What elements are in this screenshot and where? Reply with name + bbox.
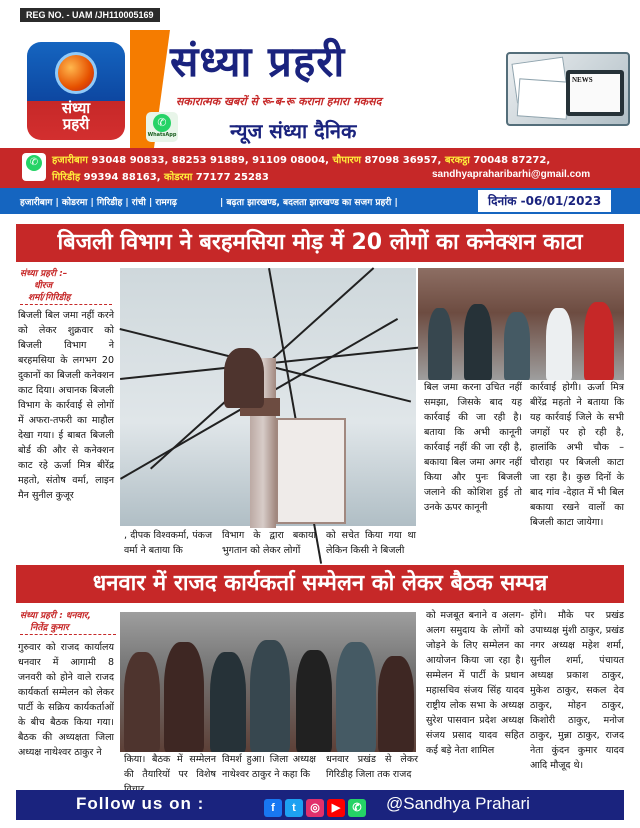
newspaper-tablet-image xyxy=(506,52,630,126)
whatsapp-icon[interactable]: ✆ xyxy=(348,799,366,817)
article-2-column-3: विमर्श हुआ। जिला अध्यक्ष नाथेश्वर ठाकुर ने कहा कि xyxy=(222,754,316,780)
logo-line-2: प्रहरी xyxy=(62,115,90,133)
instagram-icon[interactable]: ◎ xyxy=(306,799,324,817)
globe-icon xyxy=(55,52,97,94)
news-label: NEWS xyxy=(570,74,620,112)
region-list: हजारीबाग | कोडरमा | गिरिडीह | रांची | रामगढ़ xyxy=(20,198,177,208)
logo-line-1: संध्या xyxy=(61,99,91,117)
contact-line-1: हजारीबाग 93048 90833, 88253 91889, 91109 08004, चौपारण 87098 36957, बरकट्ठा 70048 87272, xyxy=(52,155,551,166)
article-1-headline: बिजली विभाग ने बरहमसिया मोड़ में 20 लोगों का कनेक्शन काटा xyxy=(16,224,624,262)
article-1-byline: संध्या प्रहरी :– धीरज शर्मा/गिरिडीह xyxy=(20,268,112,305)
article-1-column-2: , दीपक विश्वकर्मा, पंकज वर्मा ने बताया कि xyxy=(124,530,212,556)
whatsapp-badge[interactable]: ✆ WhatsApp xyxy=(146,112,178,142)
article-2-column-4: धनवार प्रखंड से लेकर गिरिडीह जिला तक राजद xyxy=(326,754,418,780)
article-2-headline: धनवार में राजद कार्यकर्ता सम्मेलन को लेकर बैठक सम्पन्न xyxy=(16,565,624,603)
follow-us-label: Follow us on : xyxy=(76,794,205,813)
youtube-icon[interactable]: ▶ xyxy=(327,799,345,817)
tagline: सकारात्मक खबरों से रू-ब-रू कराना हमारा मकसद xyxy=(176,95,382,108)
social-icons xyxy=(264,796,369,817)
article-2-byline: संध्या प्रहरी : धनवार, नितेंद्र कुमार xyxy=(20,610,116,635)
article-2-column-5: को मजबूत बनाने व अलग-अलग समुदाय के लोगों को जोड़ने के लिए सम्मेलन का आयोजन किया जा रहा है। सम्मेलन में पार्टी के प्रधान महासचिव संजय सिंह यादव राष्ट्रीय लोक सभा के अध्यक्ष सुरेश पासवान प्रदेश अध्यक्ष संजय प्रसाद यादव सहित कई बड़े नेता शामिल xyxy=(426,610,524,756)
whatsapp-icon: ✆ xyxy=(153,114,171,132)
issue-date: दिनांक -06/01/2023 xyxy=(478,190,611,212)
social-handle[interactable]: @Sandhya Prahari xyxy=(386,794,530,813)
brand-logo xyxy=(27,42,125,140)
article-1-photo-group xyxy=(418,268,624,380)
article-2-column-2: किया। बैठक में सम्मेलन की तैयारियों पर विशेष xyxy=(124,754,216,780)
article-1-column-4: को सचेत किया गया था लेकिन किसी ने बिजली xyxy=(326,530,416,556)
contact-email[interactable]: sandhyapraharibarhi@gmail.com xyxy=(432,169,591,180)
registration-number: REG NO. - UAM /JH110005169 xyxy=(20,8,160,22)
newspaper-subtitle: न्यूज संध्या दैनिक xyxy=(230,119,357,143)
article-1-column-3: विभाग के द्वारा बकाया भुगतान को लेकर लोगों xyxy=(222,530,316,556)
twitter-icon[interactable]: t xyxy=(285,799,303,817)
contact-line-2: गिरिडीह 99394 88163, कोडरमा 77177 25283 xyxy=(52,172,269,183)
motto: | बढ़ता झारखण्ड, बदलता झारखण्ड का सजग प्रहरी | xyxy=(220,198,398,208)
article-1-column-5: बिल जमा करना उचित नहीं समझा, जिसके बाद यह कार्रवाई की जा रही है। बताया कि अभी कानूनी कार्रवाई नहीं की जा रही है, बकाया बिल जमा अगर नहीं किया और पुनः बिजली जलाने की कोशिश हुई तो उनके ऊपर कानूनी xyxy=(424,382,522,513)
facebook-icon[interactable]: f xyxy=(264,799,282,817)
article-1-photo-pole xyxy=(120,268,416,526)
newspaper-title: संध्या प्रहरी xyxy=(170,37,346,86)
article-2-photo-meeting xyxy=(120,612,416,752)
article-2-column-6: होंगे। मौके पर प्रखंड उपाध्यक्ष मुंशी ठाकुर, प्रखंड नगर अध्यक्ष महेश शर्मा, सुनील शर्मा, पंचायत अध्यक्ष प्रकाश ठाकुर, मुकेश ठाकुर, सकल देव ठाकुर, मोहन ठाकुर, किशोरी ठाकुर, मनोज ठाकुर, मुन्ना ठाकुर, राजद नेता कुंदन कुमार यादव आदि मौजूद थे। xyxy=(530,610,624,771)
article-2-column-1: गुरुवार को राजद कार्यालय धनवार में आगामी 8 जनवरी को होने वाले राजद कार्यकर्ता सम्मेलन को लेकर पार्टी के सक्रिय कार्यकर्ताओं के बीच बैठक किया गया। बैठक की अध्यक्षता जिला अध्यक्ष नाथेश्वर ठाकुर ने xyxy=(18,642,114,758)
contact-bar xyxy=(0,148,640,188)
lineman-figure xyxy=(224,348,264,408)
whatsapp-contact[interactable] xyxy=(22,153,46,181)
region-bar xyxy=(0,188,640,214)
masthead xyxy=(0,0,640,146)
article-1-column-1: बिजली बिल जमा नहीं करने को लेकर शुक्रवार को बिजली विभाग ने बरहमसिया के लगभग 20 दुकानों का बिजली कनेक्शन काट दिया। अचानक बिजली विभाग के कार्रवाई से लोगों में अफरा-तफरी का माहौल देखा गया। ई बाबत बिजली बोर्ड की और से कनेक्शन काट रहे ऊर्जा मित्र बीरेंद्र महतो, संतोष वर्मा, लाइन मैन सुनील कुजूर xyxy=(18,310,114,501)
article-1-column-6: कार्रवाई होगी। ऊर्जा मित्र बीरेंद्र महतो ने बताया कि यह कार्रवाई जिले के सभी जगहों पर हो रही है, हालांकि अभी चौक –चौराहा पर बिजली काटा जा रहा है। कुछ दिनों के बाद गांव -देहात में भी बिल बकाया रखने वालों का बिजली काटा जायेगा। xyxy=(530,382,624,528)
footer-bar xyxy=(16,790,624,820)
whatsapp-icon: ✆ xyxy=(26,155,42,171)
